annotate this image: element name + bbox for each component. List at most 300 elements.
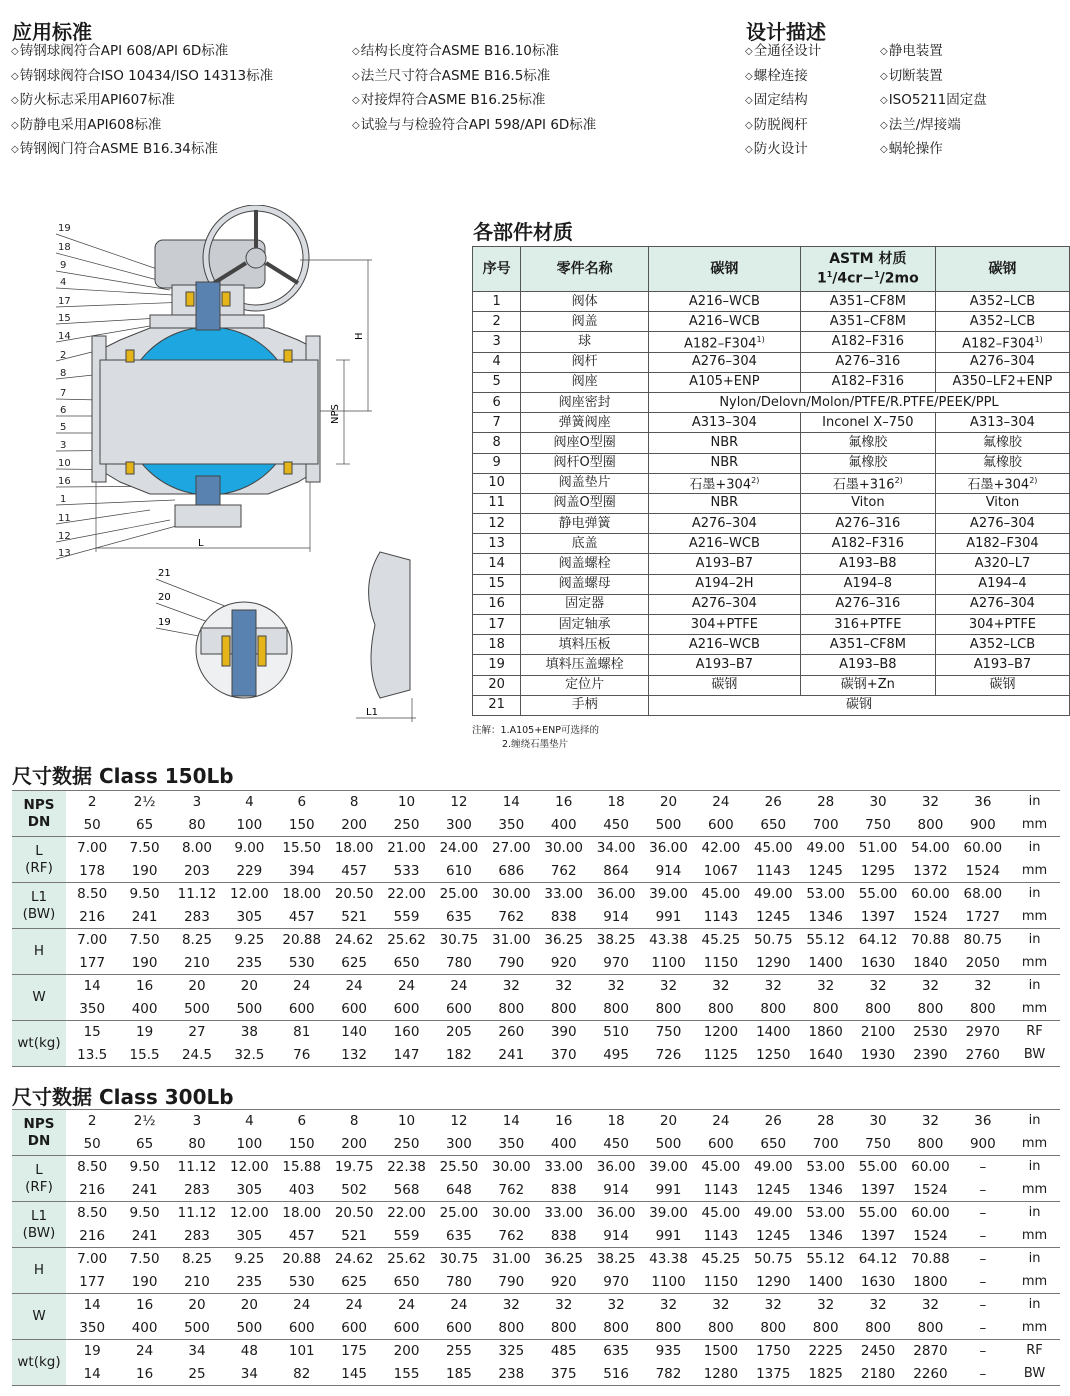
value-cell: 457: [288, 1227, 315, 1244]
value-cell: 800: [498, 1319, 525, 1336]
material-c1: NBR: [648, 453, 800, 473]
value-cell: 45.25: [695, 929, 747, 952]
value-cell: 260: [485, 1021, 537, 1044]
value-cell: 991: [655, 1181, 682, 1198]
value-cell: 32: [799, 975, 851, 998]
value-cell: 100: [236, 1135, 263, 1152]
value-cell: 914: [655, 862, 682, 879]
standard-item: ◇ 铸钢球阀符合API 608/API 6D标准: [11, 40, 273, 65]
material-c1: 石墨$+304^{2)}$: [648, 473, 800, 493]
value-cell: 1346: [808, 908, 843, 925]
value-cell: 45.25: [695, 1248, 747, 1271]
callout: 5: [60, 422, 67, 433]
value-cell: 200: [341, 816, 368, 833]
material-c1: A216–WCB: [648, 312, 800, 332]
material-c2: A193–B8: [800, 554, 935, 574]
value-cell: 177: [79, 954, 106, 971]
value-cell: 800: [917, 1135, 944, 1152]
dim-row: [12, 1202, 1060, 1225]
value-cell: 51.00: [852, 837, 904, 860]
value-cell: 1640: [808, 1046, 843, 1063]
value-cell: 800: [603, 1000, 629, 1017]
value-cell: 1524: [913, 908, 948, 925]
material-row: [473, 594, 1070, 614]
value-cell: 9.00: [223, 837, 275, 860]
value-cell: 800: [498, 1000, 525, 1017]
value-cell: 18.00: [276, 1202, 328, 1225]
value-cell: 24: [380, 1294, 432, 1317]
row-label: NPS DN: [12, 1110, 66, 1156]
value-cell: 1397: [860, 1227, 896, 1244]
value-cell: 800: [917, 1000, 944, 1017]
value-cell: 1150: [703, 1273, 739, 1290]
value-cell: 457: [288, 908, 315, 925]
value-cell: 32.5: [234, 1046, 265, 1063]
value-cell: 25.00: [433, 883, 485, 906]
row-no: 21: [473, 695, 521, 715]
value-cell: 650: [760, 1135, 787, 1152]
value-cell: 1245: [756, 1181, 791, 1198]
value-cell: 32: [642, 975, 694, 998]
value-cell: 32: [747, 975, 799, 998]
value-cell: 2390: [913, 1046, 948, 1063]
value-cell: 12: [433, 1110, 485, 1133]
row-no: 10: [473, 473, 521, 493]
value-cell: 1280: [703, 1365, 739, 1382]
material-c3: A276–304: [935, 594, 1069, 614]
value-cell: 648: [446, 1181, 472, 1198]
value-cell: 49.00: [747, 1156, 799, 1179]
class150-table: [12, 790, 1060, 1067]
dim-l1: L1: [366, 707, 378, 718]
unit-cell: BW: [1023, 1365, 1046, 1381]
row-no: 9: [473, 453, 521, 473]
value-cell: 22.38: [380, 1156, 432, 1179]
standard-item: ◇ 对接焊符合ASME B16.25标准: [352, 89, 596, 114]
dim-row: [12, 975, 1060, 998]
dn-row: [12, 1133, 1060, 1156]
value-cell: 238: [498, 1365, 525, 1382]
callout: 2: [60, 350, 67, 361]
row-label: L (RF): [12, 1156, 66, 1202]
value-cell: 81: [276, 1021, 328, 1044]
value-cell: 22.00: [380, 883, 432, 906]
value-cell: 32: [695, 1294, 747, 1317]
value-cell: –: [957, 1248, 1009, 1271]
part-name: 填料压盖螺栓: [521, 655, 649, 675]
callout: 4: [60, 277, 67, 288]
value-cell: 20.88: [276, 1248, 328, 1271]
value-cell: 370: [550, 1046, 577, 1063]
value-cell: 510: [590, 1021, 642, 1044]
part-name: 球: [521, 332, 649, 352]
value-cell: 1800: [913, 1273, 948, 1290]
dim-row: [12, 952, 1060, 975]
value-cell: 32: [852, 1294, 904, 1317]
value-cell: 750: [642, 1021, 694, 1044]
material-c3: Viton: [935, 493, 1069, 513]
value-cell: 750: [865, 816, 891, 833]
row-label: NPS DN: [12, 791, 66, 837]
unit-cell: BW: [1023, 1046, 1046, 1062]
value-cell: 800: [917, 816, 944, 833]
value-cell: 147: [393, 1046, 420, 1063]
value-cell: 28: [799, 791, 851, 814]
dim-nps: NPS: [330, 404, 341, 424]
value-cell: 55.12: [799, 929, 851, 952]
value-cell: 700: [812, 816, 839, 833]
value-cell: 1930: [860, 1046, 896, 1063]
value-cell: 790: [498, 954, 525, 971]
value-cell: 1245: [808, 862, 843, 879]
unit-cell: in: [1009, 975, 1060, 998]
value-cell: 283: [184, 908, 210, 925]
value-cell: 24.62: [328, 929, 380, 952]
value-cell: 2530: [904, 1021, 956, 1044]
value-cell: 16: [118, 1294, 170, 1317]
part-name: 手柄: [521, 695, 649, 715]
standards-list-2: [352, 40, 596, 138]
part-name: 阀盖螺母: [521, 574, 649, 594]
dim-row: [12, 1156, 1060, 1179]
dim-row: [12, 1044, 1060, 1067]
material-c1: A216–WCB: [648, 534, 800, 554]
material-c1: A276–304: [648, 594, 800, 614]
value-cell: 68.00: [957, 883, 1009, 906]
value-cell: 30.75: [433, 1248, 485, 1271]
standard-item: ◇ 铸钢阀门符合ASME B16.34标准: [11, 138, 273, 163]
value-cell: 10: [380, 791, 432, 814]
unit-cell: mm: [1021, 954, 1048, 970]
row-no: 20: [473, 675, 521, 695]
value-cell: 13.5: [77, 1046, 108, 1063]
value-cell: 9.50: [118, 883, 170, 906]
value-cell: 350: [498, 816, 525, 833]
value-cell: 1250: [756, 1046, 791, 1063]
material-c3: A313–304: [935, 413, 1069, 433]
value-cell: 16: [538, 791, 590, 814]
row-no: 18: [473, 635, 521, 655]
value-cell: 650: [393, 1273, 420, 1290]
value-cell: 305: [236, 908, 263, 925]
callout: 13: [58, 548, 71, 559]
standard-item: ◇ 防静电采用API608标准: [11, 114, 273, 139]
design-item: ◇ 防火设计: [745, 138, 821, 163]
design-item: ◇ 固定结构: [745, 89, 821, 114]
value-cell: 70.88: [904, 1248, 956, 1271]
value-cell: 790: [498, 1273, 525, 1290]
value-cell: 300: [446, 816, 472, 833]
value-cell: 800: [865, 1319, 891, 1336]
unit-cell: in: [1009, 929, 1060, 952]
value-cell: 145: [341, 1365, 368, 1382]
value-cell: 1397: [860, 908, 896, 925]
value-cell: 21.00: [380, 837, 432, 860]
value-cell: 1295: [860, 862, 896, 879]
value-cell: 12.00: [223, 1156, 275, 1179]
value-cell: 8: [328, 791, 380, 814]
value-cell: 7.00: [66, 1248, 118, 1271]
dim-row: [12, 837, 1060, 860]
value-cell: 24: [276, 1294, 328, 1317]
material-c3: A194–4: [935, 574, 1069, 594]
unit-cell: RF: [1009, 1021, 1060, 1044]
material-c1: A182–F304$^{1)}$: [648, 332, 800, 352]
value-cell: 20: [171, 975, 223, 998]
value-cell: 20.50: [328, 1202, 380, 1225]
value-cell: 60.00: [904, 883, 956, 906]
svg-text:19: 19: [158, 617, 171, 628]
value-cell: 800: [550, 1319, 577, 1336]
value-cell: 2050: [965, 954, 1001, 971]
value-cell: 229: [236, 862, 263, 879]
value-cell: –: [979, 1181, 987, 1198]
material-c3: 氟橡胶: [935, 433, 1069, 453]
value-cell: 32: [904, 1110, 956, 1133]
value-cell: 30.00: [485, 1202, 537, 1225]
materials-header-row: [473, 247, 1070, 292]
value-cell: 11.12: [171, 1202, 223, 1225]
value-cell: 24: [380, 975, 432, 998]
unit-cell: RF: [1009, 1340, 1060, 1363]
material-c1: A193–B7: [648, 554, 800, 574]
svg-text:20: 20: [158, 592, 171, 603]
value-cell: 216: [79, 1227, 106, 1244]
value-cell: 502: [341, 1181, 368, 1198]
value-cell: 25.50: [433, 1156, 485, 1179]
value-cell: 600: [393, 1000, 420, 1017]
dim-row: [12, 1248, 1060, 1271]
value-cell: 2970: [957, 1021, 1009, 1044]
value-cell: 255: [433, 1340, 485, 1363]
material-c2: 石墨$+316^{2)}$: [800, 473, 935, 493]
material-row: [473, 655, 1070, 675]
part-name: 阀体: [521, 292, 649, 312]
design-item: ◇ ISO5211固定盘: [880, 89, 987, 114]
value-cell: 2180: [860, 1365, 896, 1382]
value-cell: 216: [79, 908, 106, 925]
value-cell: 26: [747, 1110, 799, 1133]
standard-item: ◇ 铸钢球阀符合ISO 10434/ISO 14313标准: [11, 65, 273, 90]
value-cell: 150: [288, 1135, 315, 1152]
value-cell: 55.12: [799, 1248, 851, 1271]
material-c1: A193–B7: [648, 655, 800, 675]
value-cell: 32: [538, 1294, 590, 1317]
row-label: L (RF): [12, 837, 66, 883]
value-cell: 450: [603, 1135, 629, 1152]
value-cell: 762: [550, 862, 577, 879]
material-all: 碳钢: [648, 695, 1069, 715]
svg-text:21: 21: [158, 568, 171, 579]
value-cell: 36: [957, 791, 1009, 814]
standard-item: ◇ 试验与与检验符合API 598/API 6D标准: [352, 114, 596, 139]
value-cell: 54.00: [904, 837, 956, 860]
value-cell: 800: [707, 1000, 734, 1017]
part-name: 阀座: [521, 372, 649, 392]
value-cell: 610: [446, 862, 472, 879]
row-label: W: [12, 1294, 66, 1340]
value-cell: 14: [66, 1294, 118, 1317]
unit-cell: mm: [1021, 862, 1048, 878]
material-c1: NBR: [648, 433, 800, 453]
value-cell: 241: [131, 908, 158, 925]
value-cell: 32: [695, 975, 747, 998]
unit-cell: in: [1009, 837, 1060, 860]
material-c2: A182–F316: [800, 372, 935, 392]
value-cell: 800: [760, 1319, 787, 1336]
standards-list-1: [11, 40, 273, 163]
value-cell: 8.00: [171, 837, 223, 860]
value-cell: 45.00: [695, 1156, 747, 1179]
value-cell: 2760: [965, 1046, 1001, 1063]
material-c3: 304+PTFE: [935, 615, 1069, 635]
part-name: 阀盖垫片: [521, 473, 649, 493]
value-cell: 4: [223, 1110, 275, 1133]
dim-row: [12, 1021, 1060, 1044]
value-cell: 800: [917, 1319, 944, 1336]
row-no: 11: [473, 493, 521, 513]
part-name: 定位片: [521, 675, 649, 695]
value-cell: 20: [223, 1294, 275, 1317]
value-cell: 49.00: [799, 837, 851, 860]
material-c2: A351–CF8M: [800, 312, 935, 332]
value-cell: 6: [276, 791, 328, 814]
value-cell: 9.25: [223, 1248, 275, 1271]
value-cell: 762: [498, 1181, 525, 1198]
row-label: H: [12, 1248, 66, 1294]
value-cell: 20: [223, 975, 275, 998]
value-cell: 210: [184, 1273, 210, 1290]
value-cell: 20.50: [328, 883, 380, 906]
value-cell: 970: [603, 954, 629, 971]
value-cell: 970: [603, 1273, 629, 1290]
value-cell: 650: [760, 816, 787, 833]
value-cell: 1372: [913, 862, 948, 879]
value-cell: 36.00: [590, 883, 642, 906]
value-cell: 7.50: [118, 929, 170, 952]
row-no: 1: [473, 292, 521, 312]
value-cell: 48: [223, 1340, 275, 1363]
valve-section-drawing: [0, 205, 470, 735]
material-row: [473, 695, 1070, 715]
value-cell: 600: [341, 1319, 368, 1336]
value-cell: 762: [498, 908, 525, 925]
value-cell: 55.00: [852, 1156, 904, 1179]
dim-l: L: [198, 538, 204, 549]
value-cell: 559: [393, 908, 420, 925]
value-cell: 1524: [965, 862, 1001, 879]
value-cell: 34: [171, 1340, 223, 1363]
value-cell: 350: [79, 1319, 106, 1336]
value-cell: 600: [707, 1135, 734, 1152]
value-cell: 1727: [965, 908, 1001, 925]
dim-row: [12, 998, 1060, 1021]
class150-title: 尺寸数据 Class 150Lb: [12, 764, 234, 788]
value-cell: 800: [865, 1000, 891, 1017]
value-cell: 31.00: [485, 929, 537, 952]
value-cell: 15.50: [276, 837, 328, 860]
value-cell: 19: [66, 1340, 118, 1363]
value-cell: 1150: [703, 954, 739, 971]
value-cell: 24.5: [181, 1046, 212, 1063]
value-cell: 53.00: [799, 1156, 851, 1179]
value-cell: 600: [707, 816, 734, 833]
value-cell: 80.75: [957, 929, 1009, 952]
value-cell: 500: [184, 1000, 210, 1017]
value-cell: 800: [812, 1319, 839, 1336]
material-c1: 碳钢: [648, 675, 800, 695]
value-cell: 6: [276, 1110, 328, 1133]
material-row: [473, 453, 1070, 473]
dim-row: [12, 929, 1060, 952]
value-cell: 38.25: [590, 929, 642, 952]
material-all: Nylon/Delovn/Molon/PTFE/R.PTFE/PEEK/PPL: [648, 392, 1069, 412]
design-item: ◇ 全通径设计: [745, 40, 821, 65]
value-cell: 500: [236, 1319, 263, 1336]
value-cell: 375: [550, 1365, 577, 1382]
value-cell: 2: [66, 791, 118, 814]
value-cell: 1346: [808, 1181, 843, 1198]
value-cell: 16: [135, 1365, 154, 1382]
value-cell: 600: [288, 1319, 315, 1336]
material-row: [473, 473, 1070, 493]
value-cell: 7.00: [66, 929, 118, 952]
value-cell: 30.00: [485, 883, 537, 906]
material-c2: Viton: [800, 493, 935, 513]
row-no: 14: [473, 554, 521, 574]
value-cell: 991: [655, 908, 682, 925]
value-cell: 32: [642, 1294, 694, 1317]
value-cell: 8.25: [171, 1248, 223, 1271]
material-c1: A276–304: [648, 514, 800, 534]
value-cell: 32: [590, 975, 642, 998]
value-cell: 30.00: [538, 837, 590, 860]
value-cell: 39.00: [642, 1202, 694, 1225]
value-cell: 32: [799, 1294, 851, 1317]
callout: 19: [58, 223, 71, 234]
standard-item: ◇ 防火标志采用API607标准: [11, 89, 273, 114]
value-cell: 500: [184, 1319, 210, 1336]
value-cell: 14: [66, 975, 118, 998]
material-row: [473, 433, 1070, 453]
value-cell: 533: [393, 862, 420, 879]
value-cell: 325: [485, 1340, 537, 1363]
value-cell: 350: [498, 1135, 525, 1152]
material-c1: A216–WCB: [648, 292, 800, 312]
value-cell: 2½: [118, 1110, 170, 1133]
value-cell: 1400: [808, 1273, 843, 1290]
callout: 17: [58, 296, 71, 307]
value-cell: 1397: [860, 1181, 896, 1198]
part-name: 弹簧阀座: [521, 413, 649, 433]
material-c3: 氟橡胶: [935, 453, 1069, 473]
value-cell: 25: [188, 1365, 206, 1382]
value-cell: 24: [695, 1110, 747, 1133]
value-cell: 60.00: [957, 837, 1009, 860]
col-header-no: 序号: [473, 247, 521, 292]
value-cell: 34: [240, 1365, 258, 1382]
material-c2: A351–CF8M: [800, 292, 935, 312]
value-cell: 25.00: [433, 1202, 485, 1225]
value-cell: 24: [328, 1294, 380, 1317]
value-cell: 55.00: [852, 1202, 904, 1225]
value-cell: 27.00: [485, 837, 537, 860]
value-cell: 9.25: [223, 929, 275, 952]
value-cell: 400: [131, 1319, 158, 1336]
value-cell: 101: [276, 1340, 328, 1363]
value-cell: 36.00: [590, 1156, 642, 1179]
value-cell: 15: [66, 1021, 118, 1044]
